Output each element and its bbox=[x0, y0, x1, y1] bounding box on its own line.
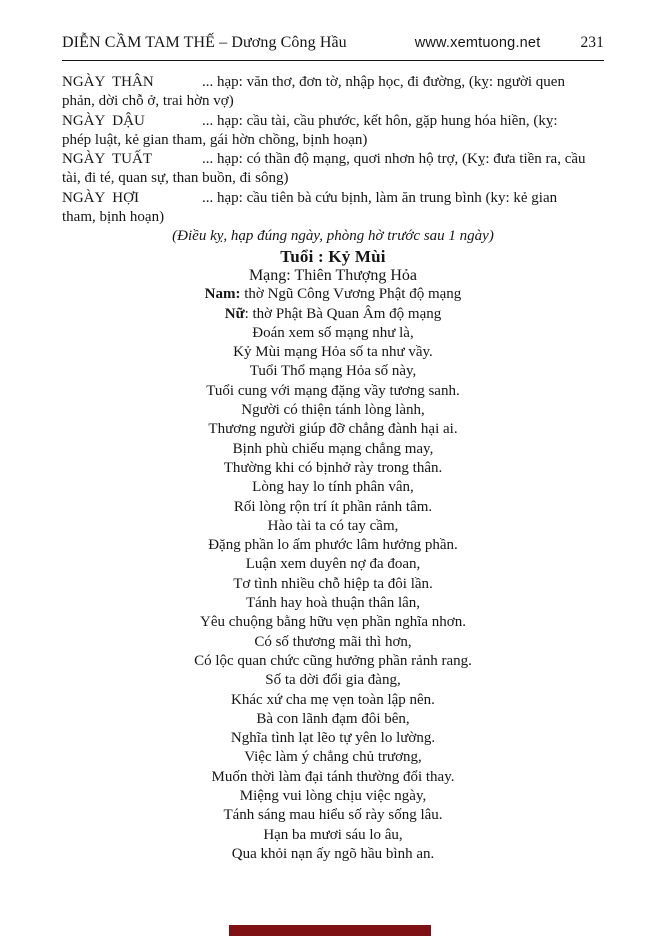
footer-bar bbox=[229, 925, 431, 936]
poem-line: Có số thương mãi thì hơn, bbox=[254, 633, 412, 650]
poem bbox=[62, 324, 604, 864]
poem-line: Việc làm ý chẳng chủ trương, bbox=[244, 749, 422, 766]
day-entry-text: ... hạp: văn thơ, đơn tờ, nhập học, đi đường, (kỵ: người quen bbox=[202, 74, 565, 90]
poem-line: Rối lòng rộn trí ít phần rảnh tâm. bbox=[233, 498, 433, 515]
poem-line: Bà con lãnh đạm đôi bên, bbox=[256, 710, 410, 727]
poem-line: Thương người giúp đỡ chẳng đành hại ai. bbox=[208, 421, 458, 438]
poem-line: Số ta dời đổi gia đàng, bbox=[265, 672, 401, 689]
poem-line: Đặng phần lo ấm phước lâm hưởng phần. bbox=[208, 537, 458, 554]
nam-text: thờ Ngũ Công Vương Phật độ mạng bbox=[240, 286, 462, 303]
day-entry-text: ... hạp: cầu tài, cầu phước, kết hôn, gặp hung hóa hiền, (kỵ: bbox=[202, 112, 558, 129]
poem-line: Tuổi Thổ mạng Hỏa số này, bbox=[249, 363, 417, 380]
poem-line: Kỷ Mùi mạng Hỏa số ta như vầy. bbox=[233, 344, 433, 361]
poem-line: Thường khi có bịnhở rày trong thân. bbox=[223, 459, 443, 476]
day-entry-line2: phản, dời chỗ ở, trai hờn vợ) bbox=[62, 93, 234, 110]
day-entry-line2: phép luật, kẻ gian tham, gái hờn chồng, bịnh hoạn) bbox=[62, 131, 368, 148]
poem-line: Yêu chuộng bằng hữu vẹn phần nghĩa nhơn. bbox=[199, 614, 466, 631]
day-entry bbox=[62, 150, 604, 189]
poem-line: Lòng hay lo tính phân vân, bbox=[252, 479, 414, 496]
poem-line: Muốn thời làm đại tánh thường đổi thay. bbox=[211, 768, 455, 785]
page-body bbox=[62, 73, 604, 864]
day-entry-text: ... hạp: có thần độ mạng, quơi nhơn hộ trợ, (Kỵ: đưa tiền ra, cầu bbox=[202, 151, 586, 168]
day-entry-line1 bbox=[62, 112, 604, 131]
nam-line bbox=[62, 285, 604, 304]
poem-line: Có lộc quan chức cũng hưởng phần rảnh rang. bbox=[194, 652, 472, 669]
poem-line: Tánh sáng mau hiểu số rày sống lâu. bbox=[223, 807, 443, 824]
nu-label: Nữ bbox=[224, 305, 245, 322]
poem-line: Miệng vui lòng chịu việc ngày, bbox=[239, 787, 427, 804]
day-entry-line2: tài, đi té, quan sự, than buồn, đi sông) bbox=[62, 170, 289, 187]
page-header bbox=[62, 34, 604, 52]
poem-line: Khác xứ cha mẹ vẹn toàn lập nên. bbox=[231, 691, 435, 708]
day-entries bbox=[62, 73, 604, 227]
day-entry bbox=[62, 73, 604, 112]
poem-line: Hào tài ta có tay cầm, bbox=[267, 517, 399, 534]
nam-label: Nam: bbox=[204, 286, 241, 303]
nu-line bbox=[62, 305, 604, 324]
poem-line: Tơ tình nhiều chỗ hiệp ta đôi lần. bbox=[233, 575, 433, 592]
day-entry-line1 bbox=[62, 73, 604, 92]
day-entry bbox=[62, 112, 604, 151]
poem-line: Hạn ba mươi sáu lo âu, bbox=[263, 826, 403, 843]
age-title: Tuổi : Kỷ Mùi bbox=[280, 246, 386, 266]
day-entry bbox=[62, 189, 604, 228]
poem-line: Tánh hay hoà thuận thân lân, bbox=[245, 595, 421, 612]
poem-line: Người có thiện tánh lòng lành, bbox=[241, 402, 425, 419]
poem-line: Nghĩa tình lạt lẽo tự yên lo lường. bbox=[230, 730, 436, 747]
poem-line: Đoán xem số mạng như là, bbox=[252, 324, 414, 341]
poem-line: Tuổi cung với mạng đặng vầy tương sanh. bbox=[206, 382, 460, 399]
website-url: www.xemtuong.net bbox=[414, 35, 541, 51]
book-title: DIỄN CẦM TAM THẾ – Dương Công Hầu bbox=[62, 34, 347, 51]
day-entry-text: ... hạp: cầu tiên bà cứu bịnh, làm ăn trung bình (ky: kẻ gian bbox=[202, 189, 558, 206]
day-entry-line1 bbox=[62, 189, 604, 208]
page-number: 231 bbox=[580, 34, 604, 51]
day-label: NGÀY DẬU bbox=[62, 112, 145, 129]
day-label: NGÀY TUẤT bbox=[62, 151, 152, 168]
nu-text: : thờ Phật Bà Quan Âm độ mạng bbox=[244, 305, 442, 322]
day-entry-line2: tham, bịnh hoạn) bbox=[62, 209, 165, 226]
poem-line: Bịnh phù chiếu mạng chẳng may, bbox=[232, 440, 434, 457]
header-divider-line bbox=[62, 60, 604, 61]
poem-line: Qua khỏi nạn ấy ngõ hầu bình an. bbox=[231, 845, 435, 862]
day-entry-line1 bbox=[62, 150, 604, 169]
day-label: NGÀY THÂN bbox=[62, 74, 154, 90]
poem-line: Luận xem duyên nợ đa đoan, bbox=[245, 556, 421, 573]
note-line: (Điều kỵ, hạp đúng ngày, phòng hờ trước sau 1 ngày) bbox=[172, 228, 494, 245]
menh-line: Mạng: Thiên Thượng Hỏa bbox=[248, 266, 418, 284]
day-label: NGÀY HỢI bbox=[62, 189, 139, 206]
